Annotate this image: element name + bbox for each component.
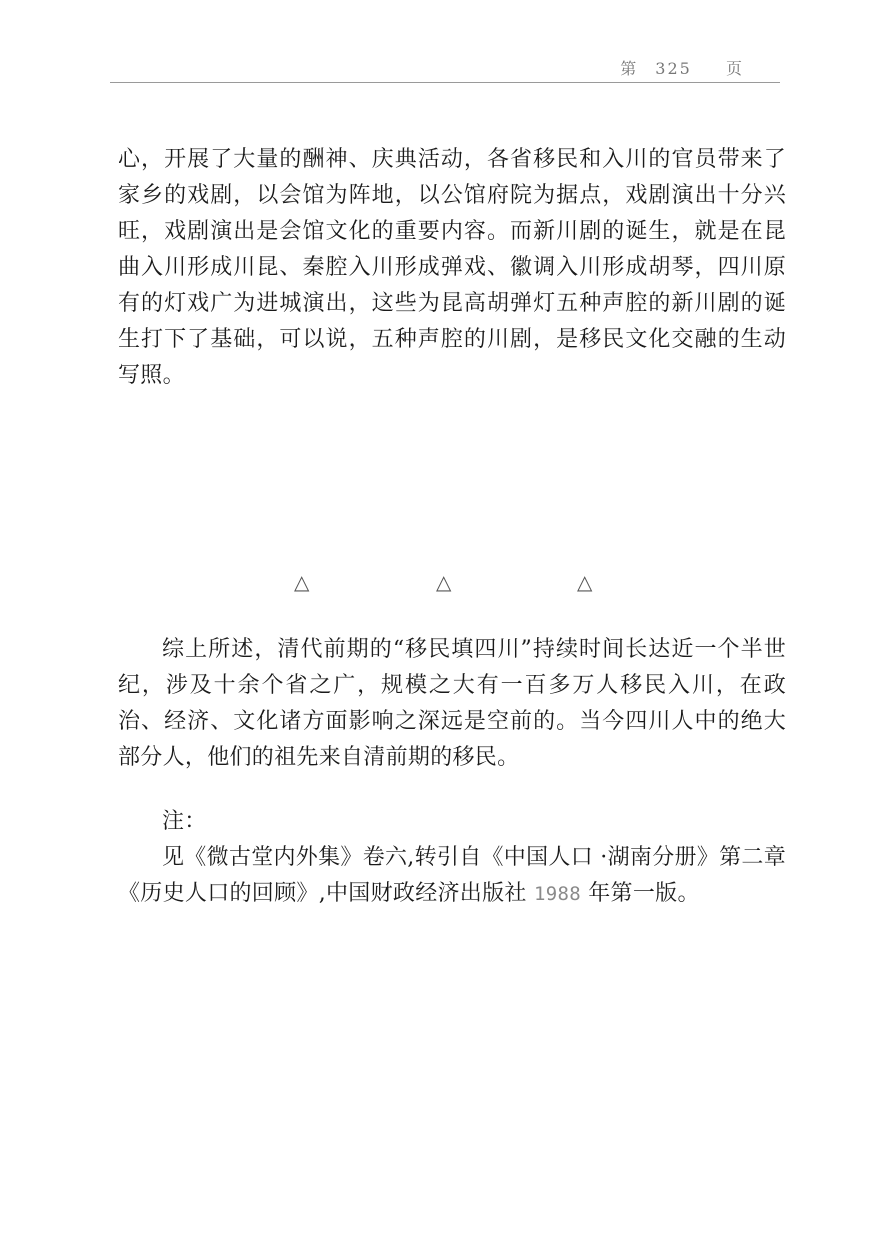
page-number: 第 325 页 xyxy=(620,59,744,78)
document-body xyxy=(118,142,786,906)
section-separator xyxy=(118,570,786,594)
opening-paragraph: 心，开展了大量的酬神、庆典活动，各省移民和入川的官员带来了家乡的戏剧，以会馆为阵地，以公馆府院为据点，戏剧演出十分兴旺，戏剧演出是会馆文化的重要内容。而新川剧的诞生，就是在昆曲入川形成川昆、秦腔入川形成弹戏、徽调入川形成胡琴，四川原有的灯戏广为进城演出，这些为昆高胡弹灯五种声腔的新川剧的诞生打下了基础，可以说，五种声腔的川剧，是移民文化交融的生动写照。 xyxy=(118,147,786,388)
triangle-icon: △ xyxy=(294,570,310,594)
note-citation xyxy=(118,840,786,912)
note-year: 1988 xyxy=(534,883,581,905)
triangle-icon: △ xyxy=(577,570,593,594)
summary-paragraph: 综上所述，清代前期的“移民填四川”持续时间长达近一个半世纪，涉及十余个省之广，规模之大有一百多万人移民入川，在政治、经济、文化诸方面影响之深远是空前的。当今四川人中的绝大部分人，他们的祖先来自清前期的移民。 xyxy=(118,637,786,770)
notes-label: 注： xyxy=(162,809,207,834)
triangle-icon: △ xyxy=(436,570,452,594)
note-citation-text: 见《微古堂内外集》卷六,转引自《中国人口 ·湖南分册》第二章《历史人口的回顾》,中国财政经济出版社 xyxy=(118,845,786,906)
note-citation-end: 年第一版。 xyxy=(580,881,700,906)
page-header xyxy=(110,50,780,83)
notes-section xyxy=(118,804,786,912)
